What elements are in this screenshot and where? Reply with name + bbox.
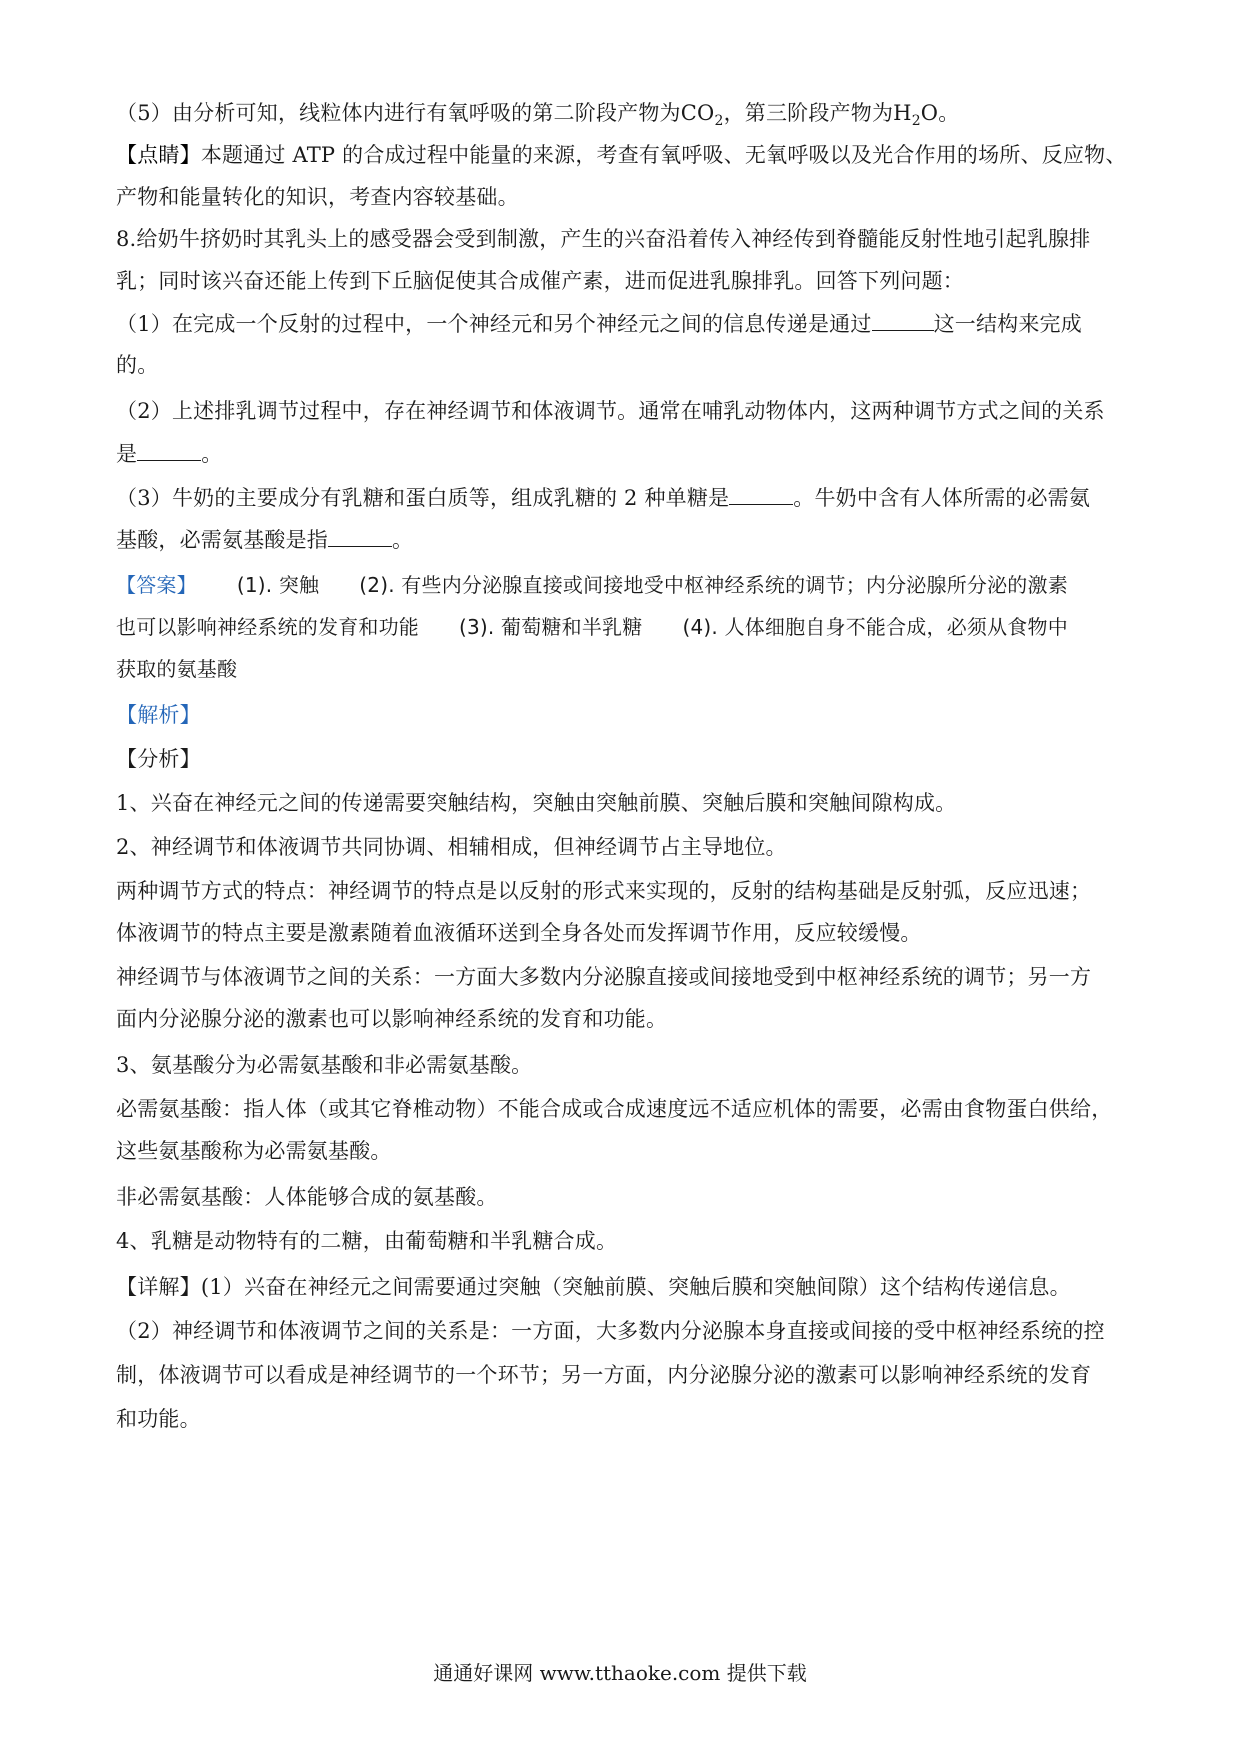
sub-question-1 — [116, 308, 1132, 339]
jiexi-heading — [116, 700, 1132, 730]
text: ，第三阶段产物为H — [723, 101, 912, 125]
text: 。 — [201, 442, 223, 466]
analysis-6 — [116, 1004, 1132, 1034]
detail-tag: 【详解】 — [116, 1275, 201, 1299]
detail-1 — [116, 1272, 1132, 1302]
question-8-line-1 — [116, 224, 1132, 254]
analysis-3 — [116, 876, 1132, 906]
text: 产物和能量转化的知识，考查内容较基础。 — [116, 185, 519, 209]
text: 。牛奶中含有人体所需的必需氨 — [793, 486, 1091, 510]
fenxi-heading — [116, 744, 1132, 774]
text: 2、神经调节和体液调节共同协调、相辅相成，但神经调节占主导地位。 — [116, 835, 787, 859]
sub-question-1-cont — [116, 350, 1132, 380]
text: 【解析】 — [116, 703, 201, 727]
dianjing-tag: 【点睛】 — [116, 143, 201, 167]
text: 面内分泌腺分泌的激素也可以影响神经系统的发育和功能。 — [116, 1007, 668, 1031]
text: 4、乳糖是动物特有的二糖，由葡萄糖和半乳糖合成。 — [116, 1229, 618, 1253]
paragraph-5 — [116, 98, 1132, 136]
answer-4: (4). 人体细胞自身不能合成，必须从食物中 — [682, 615, 1068, 639]
analysis-1 — [116, 788, 1132, 818]
text: 神经调节与体液调节之间的关系：一方面大多数内分泌腺直接或间接地受到中枢神经系统的调节；另一方 — [116, 965, 1092, 989]
text: （3）牛奶的主要成分有乳糖和蛋白质等，组成乳糖的 2 种单糖是 — [116, 486, 730, 510]
analysis-11 — [116, 1226, 1132, 1256]
dianjing-line-2 — [116, 182, 1132, 212]
sub-question-2-cont — [116, 438, 1132, 469]
text: 非必需氨基酸：人体能够合成的氨基酸。 — [116, 1185, 498, 1209]
answer-blank — [137, 438, 201, 461]
text: 两种调节方式的特点：神经调节的特点是以反射的形式来实现的，反射的结构基础是反射弧，反应迅速； — [116, 879, 1092, 903]
text: 本题通过 ATP 的合成过程中能量的来源，考查有氧呼吸、无氧呼吸以及光合作用的场所、反应物、 — [200, 143, 1127, 167]
text: 基酸，必需氨基酸是指 — [116, 528, 328, 552]
answer-blank — [872, 308, 934, 331]
page-footer: 通通好课网 www.tthaoke.com 提供下载 — [433, 1661, 807, 1685]
analysis-9 — [116, 1136, 1132, 1166]
text: 。 — [392, 528, 414, 552]
text: （5）由分析可知，线粒体内进行有氧呼吸的第二阶段产物为CO — [116, 101, 715, 125]
text: 1、兴奋在神经元之间的传递需要突触结构，突触由突触前膜、突触后膜和突触间隙构成。 — [116, 791, 957, 815]
analysis-2 — [116, 832, 1132, 862]
answer-line-2 — [116, 612, 1132, 642]
text: （2）神经调节和体液调节之间的关系是：一方面，大多数内分泌腺本身直接或间接的受中枢神经系统的控 — [116, 1319, 1105, 1343]
answer-4-cont: 获取的氨基酸 — [116, 657, 238, 681]
text: （1）在完成一个反射的过程中，一个神经元和另个神经元之间的信息传递是通过 — [116, 312, 872, 336]
sub-question-2 — [116, 396, 1132, 426]
answer-tag: 【答案】 — [116, 573, 197, 597]
detail-2 — [116, 1316, 1132, 1346]
answer-2-cont: 也可以影响神经系统的发育和功能 — [116, 615, 419, 639]
subscript: 2 — [714, 113, 724, 130]
answer-3: (3). 葡萄糖和半乳糖 — [459, 615, 643, 639]
dianjing-line-1 — [116, 140, 1132, 170]
sub-question-3-cont — [116, 524, 1132, 555]
text: 体液调节的特点主要是激素随着血液循环送到全身各处而发挥调节作用，反应较缓慢。 — [116, 921, 922, 945]
sub-question-3 — [116, 482, 1132, 513]
answer-line-3 — [116, 654, 1132, 684]
answer-blank — [328, 524, 392, 547]
analysis-7 — [116, 1050, 1132, 1080]
text: 的。 — [116, 353, 159, 377]
text: 乳；同时该兴奋还能上传到下丘脑促使其合成催产素，进而促进乳腺排乳。回答下列问题： — [116, 269, 964, 293]
subscript: 2 — [911, 113, 921, 130]
detail-3 — [116, 1360, 1132, 1390]
question-8-line-2 — [116, 266, 1132, 296]
text: 制，体液调节可以看成是神经调节的一个环节；另一方面，内分泌腺分泌的激素可以影响神经系统的发育 — [116, 1363, 1092, 1387]
answer-2: (2). 有些内分泌腺直接或间接地受中枢神经系统的调节；内分泌腺所分泌的激素 — [359, 573, 1068, 597]
answer-1: (1). 突触 — [236, 573, 320, 597]
text: 这些氨基酸称为必需氨基酸。 — [116, 1139, 392, 1163]
text: (1）兴奋在神经元之间需要通过突触（突触前膜、突触后膜和突触间隙）这个结构传递信息。 — [200, 1275, 1071, 1299]
analysis-4 — [116, 918, 1132, 948]
answer-line-1 — [116, 570, 1132, 600]
analysis-10 — [116, 1182, 1132, 1212]
text: （2）上述排乳调节过程中，存在神经调节和体液调节。通常在哺乳动物体内，这两种调节方式之间的关系 — [116, 399, 1105, 423]
answer-blank — [729, 482, 793, 505]
text: 和功能。 — [116, 1407, 201, 1431]
detail-4 — [116, 1404, 1132, 1434]
text: 必需氨基酸：指人体（或其它脊椎动物）不能合成或合成速度远不适应机体的需要，必需由食物蛋白供给， — [116, 1097, 1113, 1121]
text: 是 — [116, 442, 138, 466]
text: O。 — [920, 101, 960, 125]
analysis-5 — [116, 962, 1132, 992]
text: 【分析】 — [116, 747, 201, 771]
text: 3、氨基酸分为必需氨基酸和非必需氨基酸。 — [116, 1053, 533, 1077]
analysis-8 — [116, 1094, 1132, 1124]
text: 这一结构来完成 — [933, 312, 1082, 336]
text: 8.给奶牛挤奶时其乳头上的感受器会受到制激，产生的兴奋沿着传入神经传到脊髓能反射性地引起乳腺排 — [116, 227, 1091, 251]
